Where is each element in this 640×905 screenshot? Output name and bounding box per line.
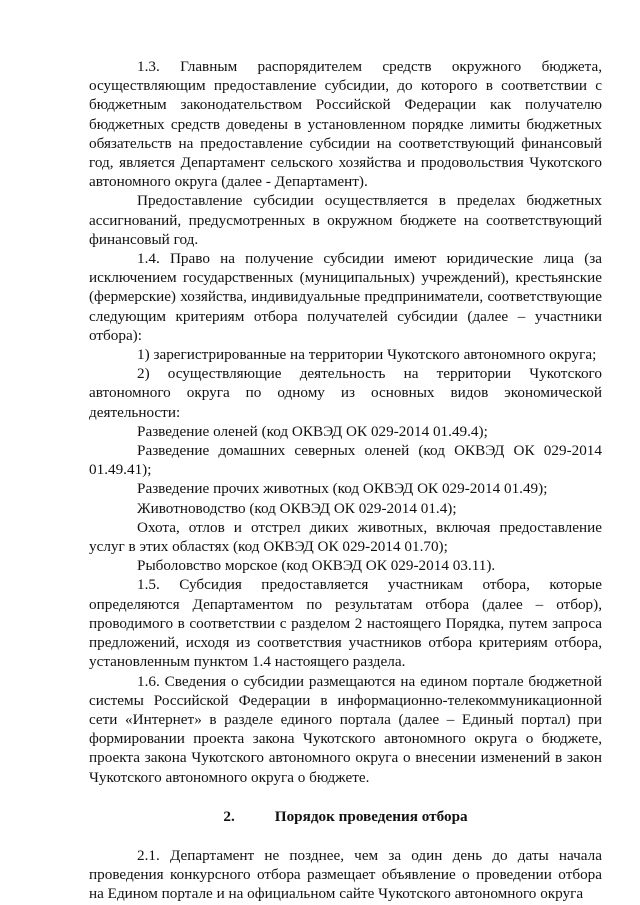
activity-sea-fishing: Рыболовство морское (код ОКВЭД ОК 029-2014 03.11). bbox=[137, 557, 496, 575]
paragraph-1-4: 1.4. Право на получение субсидии имеют юридические лица (за исключением государственных (муниципальных) учреждений), крестьянские (фермерские) хозяйства, индивидуальные предприниматели, соответствующие следующим критериям отбора получателей субсидии (далее – участники отбора): bbox=[89, 250, 602, 344]
paragraph-funding: Предоставление субсидии осуществляется в пределах бюджетных ассигнований, предусмотренных в окружном бюджете на соответствующий финансовый год. bbox=[89, 192, 602, 248]
paragraph-1-3: 1.3. Главным распорядителем средств окружного бюджета, осуществляющим предоставление субсидии, до которого в соответствии с бюджетным законодательством Российской Федерации как получателю бюджетных средств доведены в установленном порядке лимиты бюджетных обязательств на предоставление субсидии на соответствующий финансовый год, является Департамент сельского хозяйства и продовольствия Чукотского автономного округа (далее - Департамент). bbox=[89, 58, 602, 191]
paragraph-1-6: 1.6. Сведения о субсидии размещаются на едином портале бюджетной системы Российской Федерации в информационно-телекоммуникационной сети «Интернет» в разделе единого портала (далее – Единый портал) при формировании проекта закона Чукотского автономного округа о бюджете, проекта закона Чукотского автономного округа о внесении изменений в закон Чукотского автономного округа о бюджете. bbox=[89, 672, 602, 786]
section-title: Порядок проведения отбора bbox=[274, 807, 468, 825]
criterion-2: 2) осуществляющие деятельность на территории Чукотского автономного округа по одному из основных видов экономической деятельности: bbox=[89, 365, 602, 421]
activity-livestock: Животноводство (код ОКВЭД ОК 029-2014 01.4); bbox=[137, 499, 457, 517]
activity-domestic-reindeer: Разведение домашних северных оленей (код ОКВЭД ОК 029-2014 01.49.41); bbox=[89, 442, 602, 479]
activity-reindeer: Разведение оленей (код ОКВЭД ОК 029-2014 01.49.4); bbox=[137, 422, 488, 440]
section-number: 2. bbox=[223, 807, 235, 825]
paragraph-2-1: 2.1. Департамент не позднее, чем за один день до даты начала проведения конкурсного отбора размещает объявление о проведении отбора на Едином портале и на официальном сайте Чукотского автономного округа bbox=[89, 846, 602, 903]
activity-hunting: Охота, отлов и отстрел диких животных, включая предоставление услуг в этих областях (код ОКВЭД ОК 029-2014 01.70); bbox=[89, 518, 602, 556]
paragraph-1-5: 1.5. Субсидия предоставляется участникам отбора, которые определяются Департаментом по результатам отбора (далее – отбор), проводимого в соответствии с разделом 2 настоящего Порядка, путем запроса предложений, исходя из соответствия участников отбора критериям отбора, установленным пунктом 1.4 настоящего раздела. bbox=[89, 576, 602, 671]
criterion-1: 1) зарегистрированные на территории Чукотского автономного округа; bbox=[137, 346, 597, 364]
section-heading bbox=[89, 807, 602, 826]
activity-other-animals: Разведение прочих животных (код ОКВЭД ОК 029-2014 01.49); bbox=[137, 480, 548, 498]
